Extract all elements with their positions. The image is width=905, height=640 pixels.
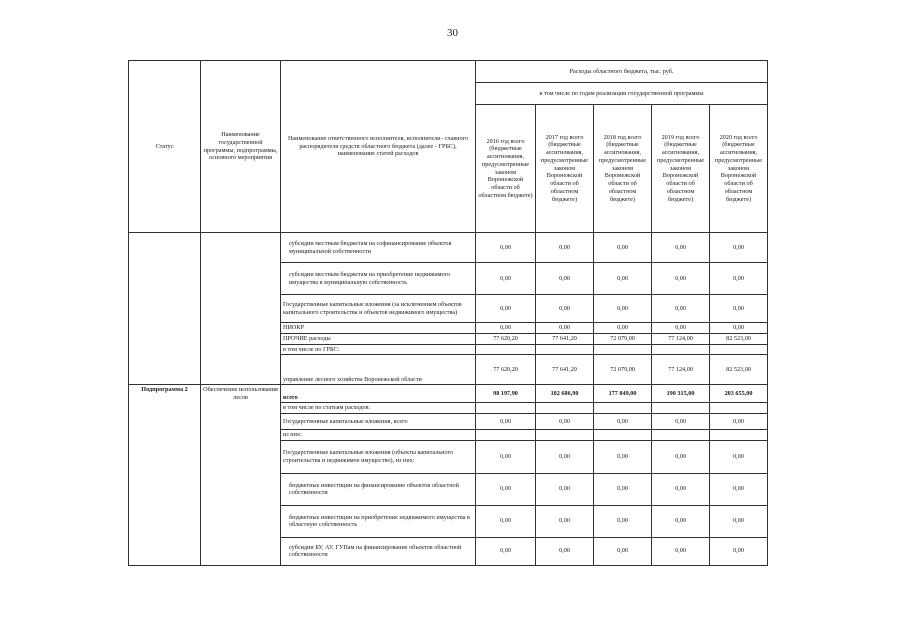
- value-2016: 77 620,20: [476, 355, 536, 385]
- value-2020: 203 655,00: [710, 385, 768, 403]
- status-cell: [129, 414, 201, 430]
- value-2018: 72 079,00: [594, 333, 652, 344]
- program-cell: [201, 403, 281, 414]
- header-expenses-title: Расходы областного бюджета, тыс. руб.: [476, 61, 768, 83]
- value-2017: 0,00: [536, 323, 594, 334]
- value-2017: 0,00: [536, 414, 594, 430]
- value-2016: 77 620,20: [476, 333, 536, 344]
- value-2020: 0,00: [710, 414, 768, 430]
- value-2020: 82 523,00: [710, 333, 768, 344]
- value-2017: 0,00: [536, 263, 594, 295]
- value-2019: [652, 403, 710, 414]
- value-2019: 77 124,00: [652, 333, 710, 344]
- value-2018: 0,00: [594, 440, 652, 473]
- item-cell: Государственные капитальные вложения, всего: [281, 414, 476, 430]
- value-2016: 0,00: [476, 233, 536, 263]
- value-2018: 0,00: [594, 505, 652, 537]
- value-2020: 0,00: [710, 537, 768, 565]
- value-2017: 0,00: [536, 473, 594, 505]
- header-year-2018: 2018 год всего (бюджетные ассигнования, предусмотренные законом Воронежской области об областном бюджете): [594, 105, 652, 233]
- value-2019: 0,00: [652, 263, 710, 295]
- item-cell: ПРОЧИЕ расходы: [281, 333, 476, 344]
- value-2016: 0,00: [476, 537, 536, 565]
- value-2016: 0,00: [476, 295, 536, 323]
- value-2019: 0,00: [652, 233, 710, 263]
- value-2019: 0,00: [652, 537, 710, 565]
- value-2017: [536, 344, 594, 355]
- status-cell: [129, 430, 201, 441]
- program-cell: [201, 430, 281, 441]
- header-year-2017: 2017 год всего (бюджетные ассигнования, предусмотренные законом Воронежской области об областном бюджете): [536, 105, 594, 233]
- program-cell: [201, 233, 281, 263]
- value-2020: 0,00: [710, 505, 768, 537]
- value-2017: 0,00: [536, 233, 594, 263]
- value-2019: [652, 344, 710, 355]
- table-row: [129, 233, 768, 263]
- program-cell: [201, 263, 281, 295]
- table-row: [129, 263, 768, 295]
- value-2016: [476, 344, 536, 355]
- item-cell: всего: [281, 385, 476, 403]
- value-2018: 0,00: [594, 414, 652, 430]
- value-2016: [476, 403, 536, 414]
- value-2017: 0,00: [536, 537, 594, 565]
- status-cell: [129, 344, 201, 355]
- program-cell: [201, 355, 281, 385]
- value-2016: 0,00: [476, 473, 536, 505]
- value-2019: 0,00: [652, 414, 710, 430]
- item-cell: НИОКР: [281, 323, 476, 334]
- value-2017: 102 686,90: [536, 385, 594, 403]
- value-2018: 0,00: [594, 473, 652, 505]
- table-row: [129, 440, 768, 473]
- program-cell: [201, 323, 281, 334]
- value-2018: 177 849,00: [594, 385, 652, 403]
- value-2016: 0,00: [476, 440, 536, 473]
- value-2018: [594, 403, 652, 414]
- item-cell: Государственные капитальные вложения (за исключением объектов капитального строительства и объектов недвижимого имущества): [281, 295, 476, 323]
- value-2020: [710, 344, 768, 355]
- value-2020: [710, 403, 768, 414]
- table-row: [129, 333, 768, 344]
- value-2018: [594, 430, 652, 441]
- value-2016: [476, 430, 536, 441]
- header-row-1: [129, 61, 768, 83]
- value-2019: 0,00: [652, 505, 710, 537]
- table-row: [129, 295, 768, 323]
- status-cell: [129, 505, 201, 537]
- value-2019: 0,00: [652, 323, 710, 334]
- table-row: [129, 323, 768, 334]
- item-cell: Государственные капитальные вложения (объекты капитального строительства и недвижимое имущество), из них:: [281, 440, 476, 473]
- status-cell: [129, 295, 201, 323]
- table-row: [129, 385, 768, 403]
- status-cell: [129, 263, 201, 295]
- header-by-years: в том числе по годам реализации государственной программы: [476, 83, 768, 105]
- table-row: [129, 355, 768, 385]
- program-cell: Обеспечение использования лесов: [201, 385, 281, 403]
- value-2016: 0,00: [476, 414, 536, 430]
- value-2016: 0,00: [476, 263, 536, 295]
- header-program-name: Наименование государственной программы, подпрограммы, основного мероприятия: [201, 61, 281, 233]
- item-cell: из них:: [281, 430, 476, 441]
- table-row: [129, 344, 768, 355]
- value-2019: [652, 430, 710, 441]
- program-cell: [201, 344, 281, 355]
- status-cell: [129, 440, 201, 473]
- table-row: [129, 414, 768, 430]
- table-row: [129, 537, 768, 565]
- program-cell: [201, 473, 281, 505]
- status-cell: [129, 403, 201, 414]
- value-2019: 190 315,00: [652, 385, 710, 403]
- status-cell: [129, 333, 201, 344]
- value-2017: [536, 430, 594, 441]
- value-2020: 0,00: [710, 323, 768, 334]
- value-2017: 0,00: [536, 505, 594, 537]
- value-2019: 0,00: [652, 440, 710, 473]
- value-2018: 0,00: [594, 295, 652, 323]
- value-2017: 0,00: [536, 440, 594, 473]
- item-cell: бюджетные инвестиции на финансирование объектов областной собственности: [281, 473, 476, 505]
- value-2019: 77 124,00: [652, 355, 710, 385]
- header-year-2020: 2020 год всего (бюджетные ассигнования, предусмотренные законом Воронежской области об областном бюджете): [710, 105, 768, 233]
- item-cell: в том числе по статьям расходов:: [281, 403, 476, 414]
- item-cell: управление лесного хозяйства Воронежской области: [281, 355, 476, 385]
- program-cell: [201, 295, 281, 323]
- value-2017: 77 641,20: [536, 355, 594, 385]
- program-cell: [201, 414, 281, 430]
- value-2020: 0,00: [710, 440, 768, 473]
- value-2019: 0,00: [652, 295, 710, 323]
- item-cell: в том числе по ГРБС:: [281, 344, 476, 355]
- table-row: [129, 403, 768, 414]
- program-cell: [201, 333, 281, 344]
- value-2018: 0,00: [594, 233, 652, 263]
- status-cell: [129, 355, 201, 385]
- status-cell: [129, 537, 201, 565]
- header-year-2016: 2016 год всего (бюджетные ассигнования, предусмотренные законом Воронежской области об областном бюджете): [476, 105, 536, 233]
- value-2018: 0,00: [594, 537, 652, 565]
- value-2017: [536, 403, 594, 414]
- table-row: [129, 473, 768, 505]
- value-2016: 98 197,90: [476, 385, 536, 403]
- value-2020: 0,00: [710, 263, 768, 295]
- value-2018: 72 079,00: [594, 355, 652, 385]
- status-cell: [129, 473, 201, 505]
- program-cell: [201, 505, 281, 537]
- value-2020: [710, 430, 768, 441]
- value-2020: 0,00: [710, 295, 768, 323]
- item-cell: субсидии местным бюджетам на приобретение недвижимого имущества в муниципальную собственность: [281, 263, 476, 295]
- status-cell: [129, 323, 201, 334]
- value-2016: 0,00: [476, 323, 536, 334]
- value-2018: [594, 344, 652, 355]
- program-cell: [201, 440, 281, 473]
- value-2020: 82 523,00: [710, 355, 768, 385]
- value-2020: 0,00: [710, 233, 768, 263]
- header-year-2019: 2019 год всего (бюджетные ассигнования, предусмотренные законом Воронежской области об областном бюджете): [652, 105, 710, 233]
- table-row: [129, 505, 768, 537]
- header-status: Статус: [129, 61, 201, 233]
- value-2018: 0,00: [594, 323, 652, 334]
- value-2017: 77 641,20: [536, 333, 594, 344]
- item-cell: субсидии местным бюджетам на софинансирование объектов муниципальной собственности: [281, 233, 476, 263]
- item-cell: субсидии БУ, АУ, ГУПам на финансирование объектов областной собственности: [281, 537, 476, 565]
- item-cell: бюджетные инвестиции на приобретение недвижимого имущества в областную собственность: [281, 505, 476, 537]
- value-2019: 0,00: [652, 473, 710, 505]
- program-cell: [201, 537, 281, 565]
- header-executor: Наименование ответственного исполнителя, исполнителя - главного распорядителя средств областного бюджета (далее - ГРБС), наименование статей расходов: [281, 61, 476, 233]
- value-2018: 0,00: [594, 263, 652, 295]
- status-cell: [129, 233, 201, 263]
- value-2020: 0,00: [710, 473, 768, 505]
- value-2017: 0,00: [536, 295, 594, 323]
- page-number: 30: [447, 27, 458, 39]
- table-row: [129, 430, 768, 441]
- status-cell: Подпрограмма 2: [129, 385, 201, 403]
- budget-table: [128, 60, 768, 566]
- value-2016: 0,00: [476, 505, 536, 537]
